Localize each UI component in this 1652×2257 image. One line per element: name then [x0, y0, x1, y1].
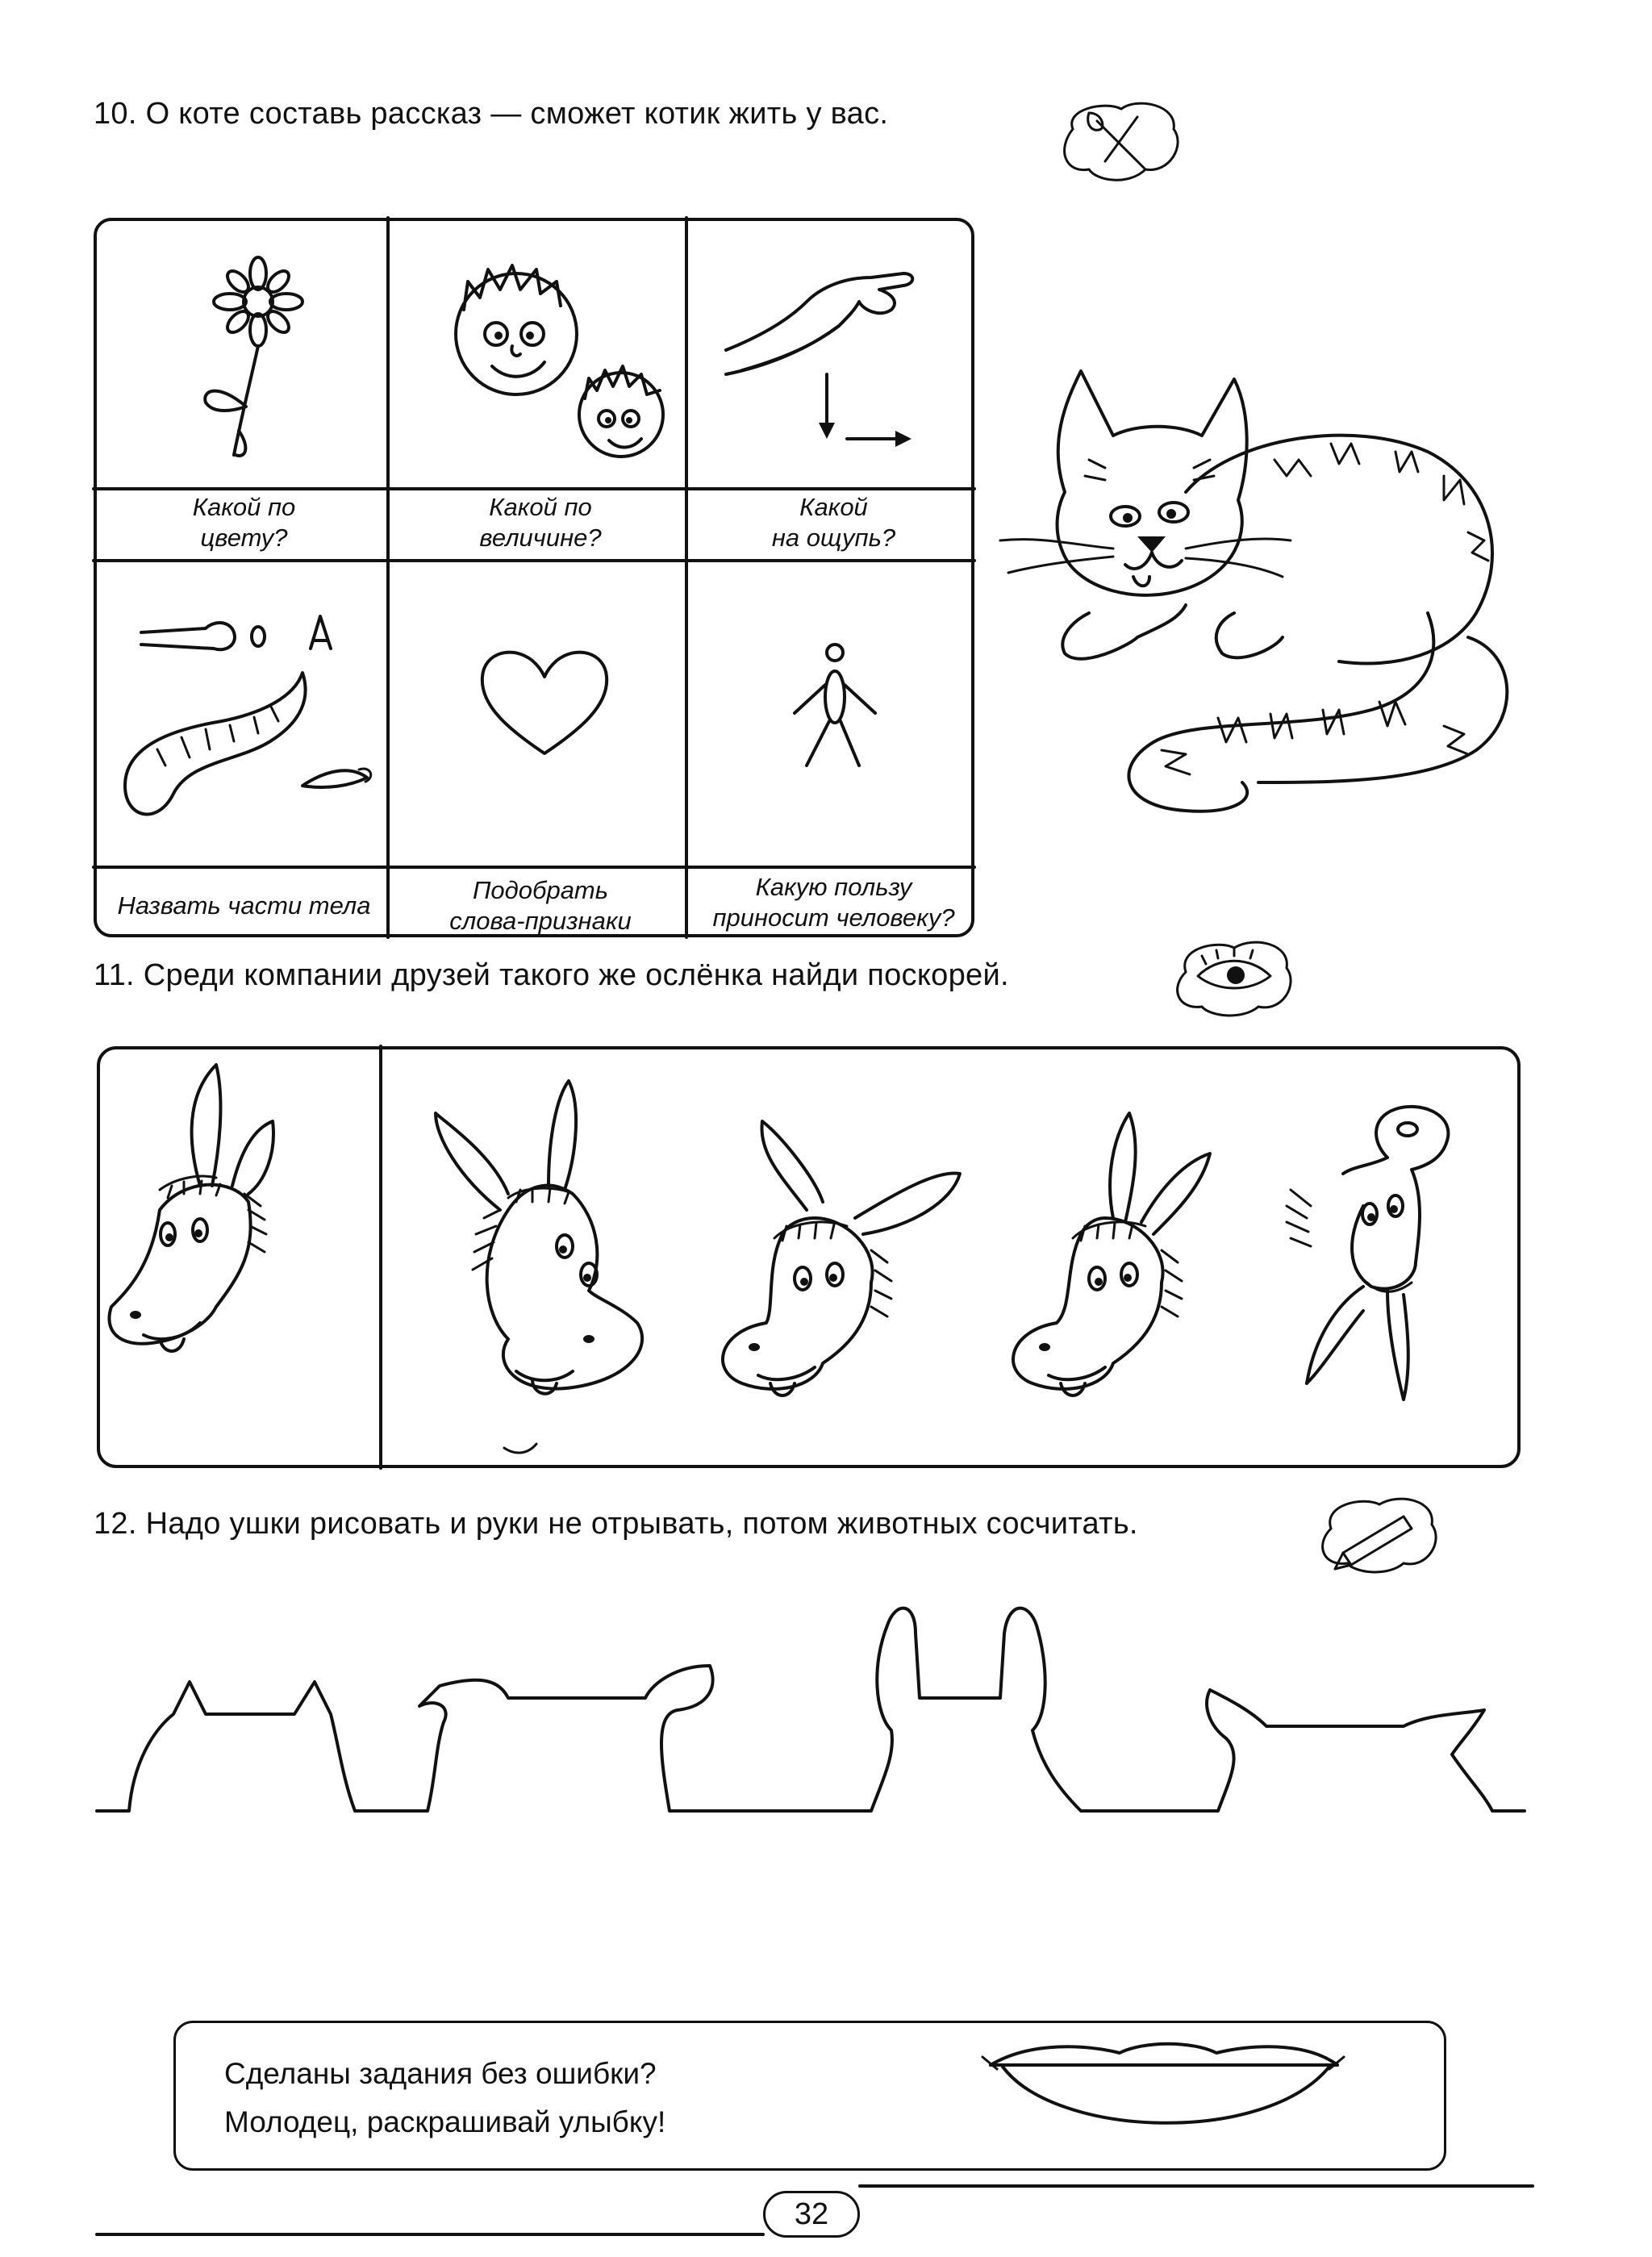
task12-title: 12. Надо ушки рисовать и руки не отрывать, потом животных сосчитать.	[94, 1507, 1138, 1541]
reference-donkey[interactable]	[103, 1065, 313, 1387]
heart-icon	[476, 640, 613, 761]
caption-line: на ощупь?	[771, 524, 896, 552]
donkey-option-2[interactable]	[710, 1105, 976, 1428]
caption-line: Какой по	[489, 493, 592, 521]
boy-faces-icon	[436, 253, 678, 471]
ears-tracing-line	[97, 1569, 1525, 1819]
cat-body-parts-icon	[109, 584, 383, 850]
paintbrush-icon	[1057, 97, 1186, 186]
task10-question-grid	[94, 218, 974, 937]
caption-line: Какой	[799, 493, 868, 521]
caption-adjectives	[391, 870, 690, 941]
page-number: 32	[763, 2191, 860, 2238]
task10-title: 10. О коте составь рассказ — сможет котик жить у вас.	[94, 97, 889, 131]
cat-illustration	[992, 347, 1525, 815]
caption-body-parts	[97, 870, 391, 941]
smile-box	[173, 2021, 1446, 2171]
caption-line: Какой по	[192, 493, 296, 521]
smile-lips-icon[interactable]	[982, 2033, 1370, 2162]
pencil-icon	[1315, 1492, 1444, 1581]
caption-line: Какую пользу	[755, 873, 912, 901]
footer-line2: Молодец, раскрашивай улыбку!	[224, 2105, 666, 2138]
eye-icon	[1170, 936, 1299, 1016]
caption-line: величине?	[479, 524, 602, 552]
caption-size	[391, 492, 690, 564]
hand-touch-icon	[718, 253, 960, 471]
donkey-option-1[interactable]	[428, 1073, 686, 1412]
caption-line: приносит человеку?	[712, 903, 955, 932]
donkey-option-4[interactable]	[1274, 1093, 1468, 1416]
footer-line1: Сделаны задания без ошибки?	[224, 2057, 657, 2090]
smudge-mark	[500, 1436, 549, 1460]
caption-benefit	[690, 870, 978, 941]
caption-line: Назвать части тела	[117, 891, 371, 920]
stick-figure-icon	[782, 640, 887, 778]
donkey-option-3[interactable]	[1000, 1105, 1234, 1428]
flower-icon	[186, 253, 315, 463]
caption-line: слова-признаки	[449, 907, 632, 935]
caption-line: цвету?	[200, 524, 288, 552]
caption-touch	[690, 492, 978, 564]
caption-color	[97, 492, 391, 564]
task11-title: 11. Среди компании друзей такого же ослёнка найди поскорей.	[94, 958, 1009, 992]
caption-line: Подобрать	[472, 876, 609, 904]
